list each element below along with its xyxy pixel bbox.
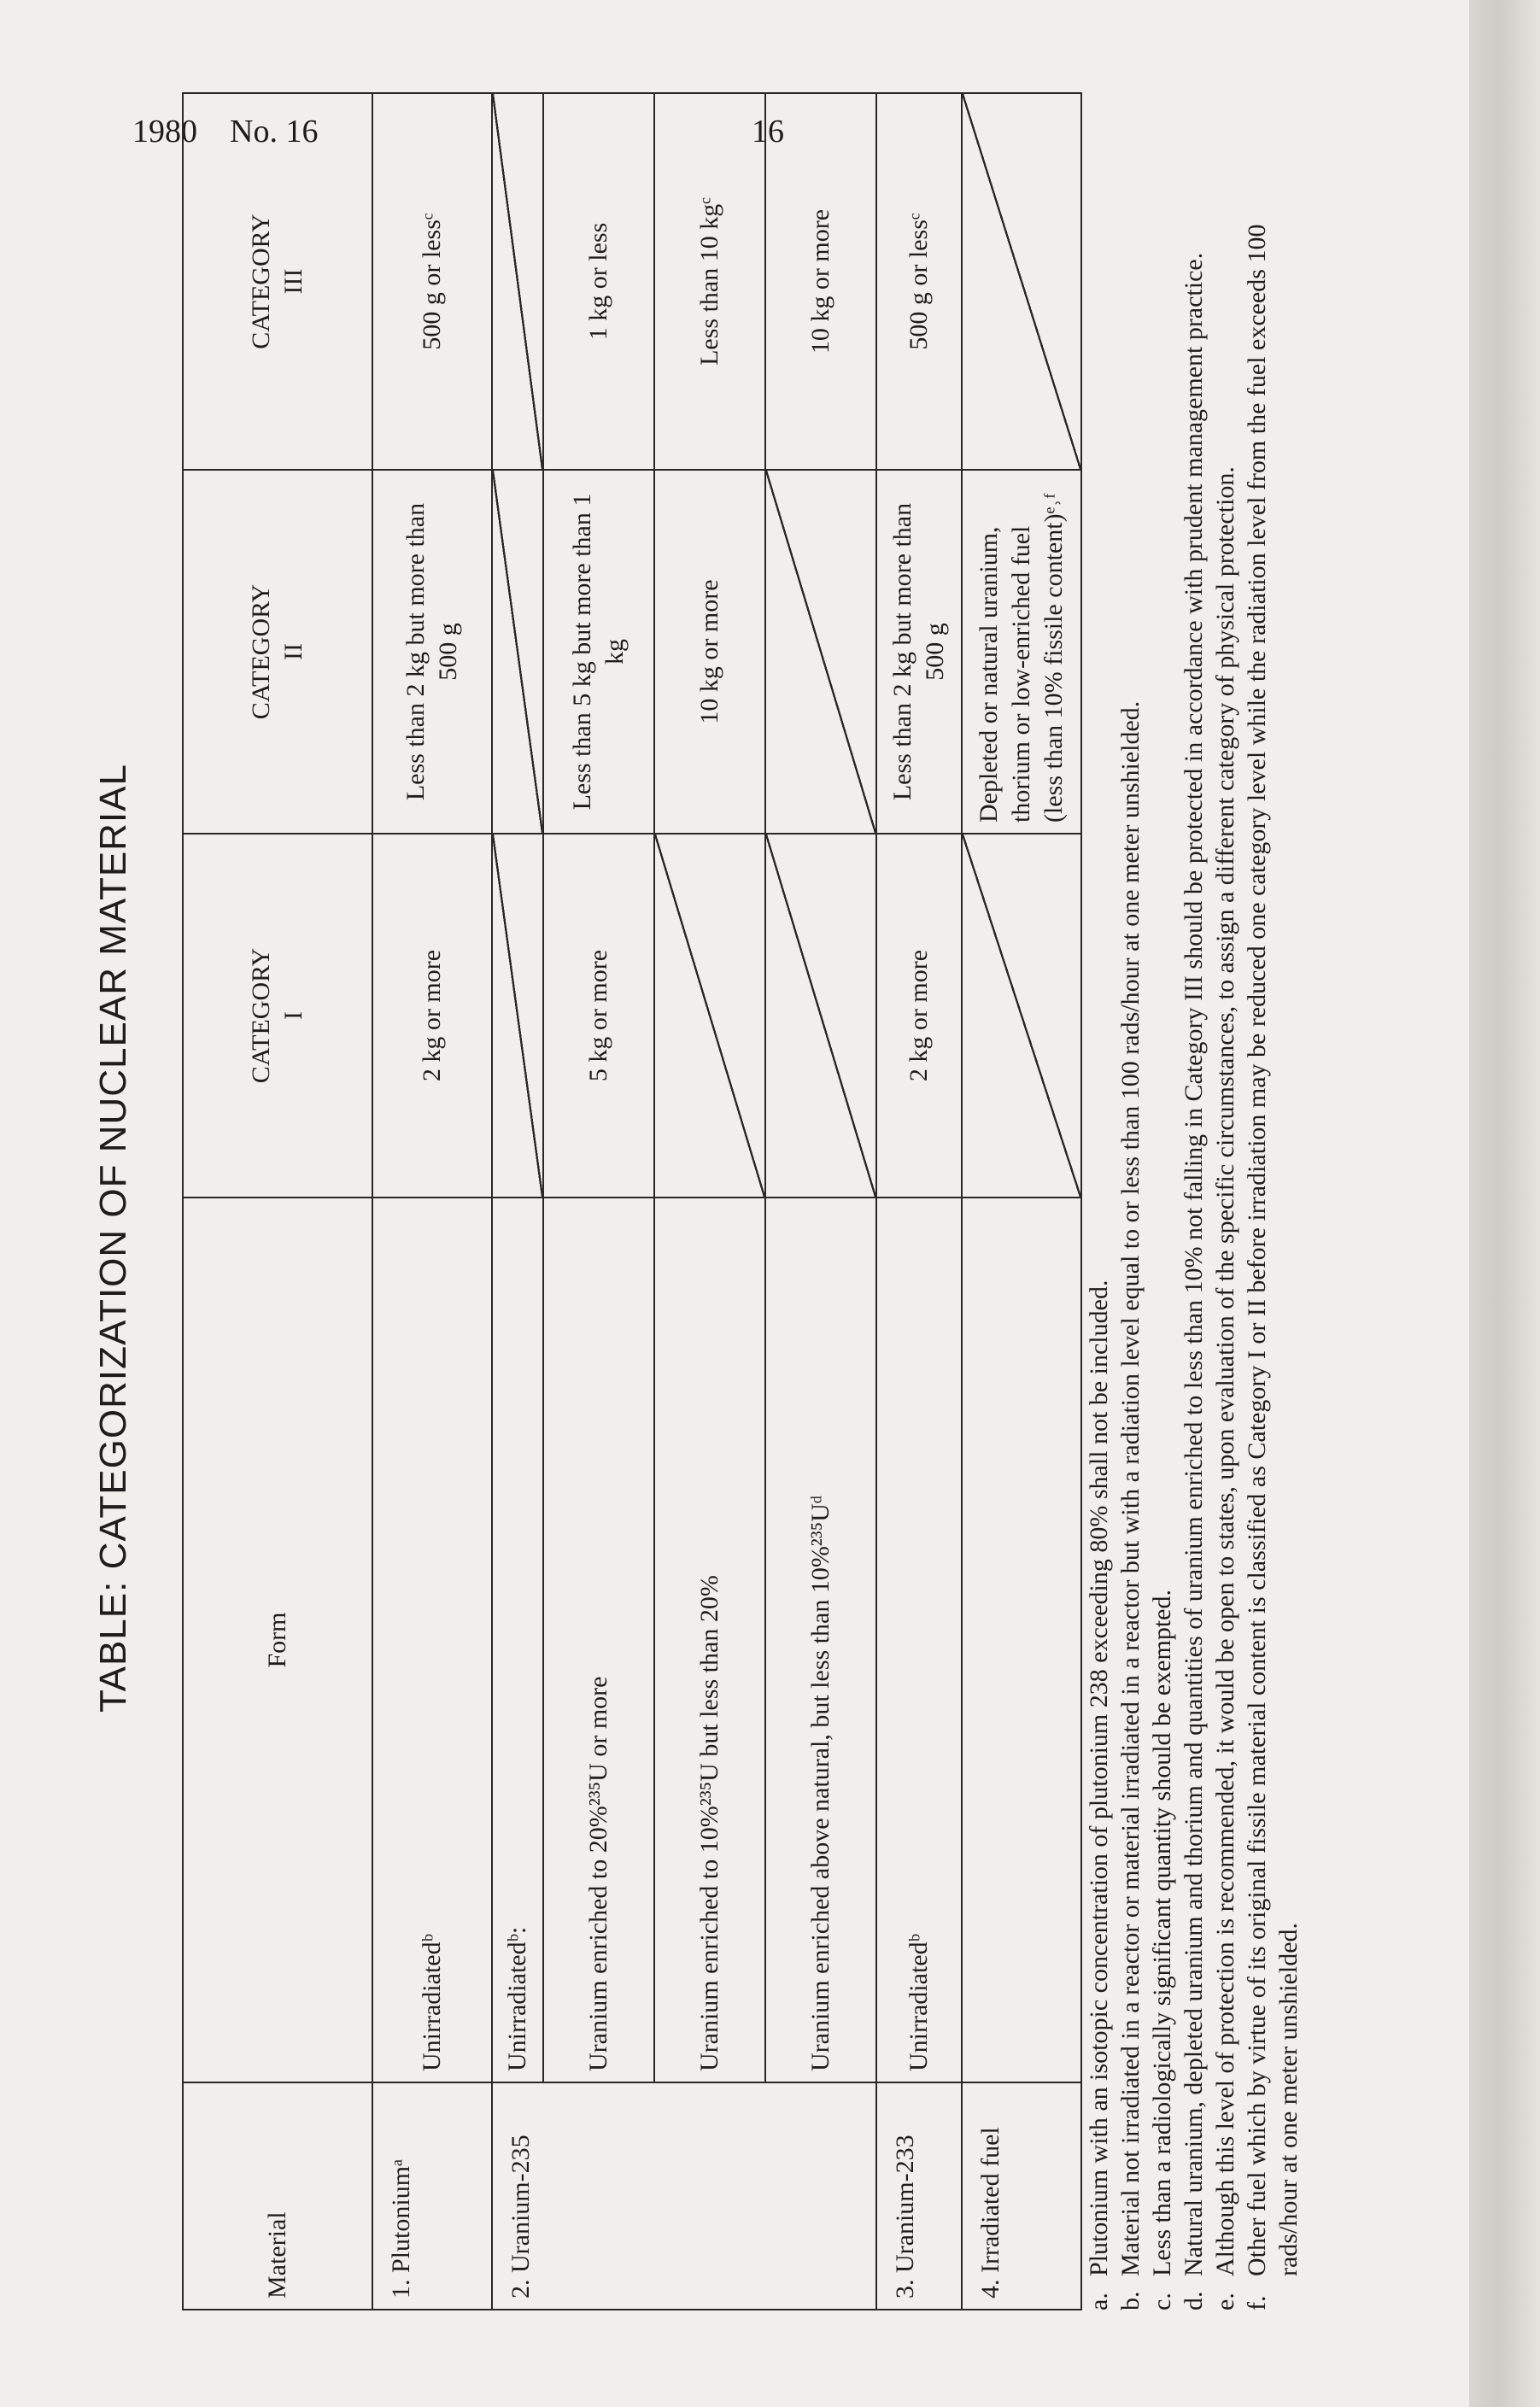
diagonal-slash-cell <box>765 470 876 834</box>
header-year-number: 1980 No. 16 <box>132 114 319 149</box>
diagonal-slash-cell <box>492 93 543 470</box>
table-row <box>543 93 654 2310</box>
footnote-letter: d. <box>1180 2291 1208 2310</box>
cell-category-1: 2 kg or more <box>372 834 492 1198</box>
diagonal-slash-cell <box>492 834 543 1198</box>
footnote-letter: b. <box>1116 2291 1145 2310</box>
categorization-table <box>182 92 1082 2310</box>
footnote-text: Material not irradiated in a reactor or material irradiated in a reactor but with a radiation level equal to or less than 100 rads/hour at one meter unshielded. <box>1116 700 1145 2276</box>
table-row <box>962 93 1081 2310</box>
cell-form: Uranium enriched to 10%²³⁵U but less than 20% <box>654 1198 765 2082</box>
cell-category-3: 500 g or lessᶜ <box>876 93 962 470</box>
footnote-text: Less than a radiologically significant quantity should be exempted. <box>1148 1590 1176 2276</box>
diagonal-slash-cell <box>962 93 1081 470</box>
footnote <box>1146 205 1178 2310</box>
table-row <box>372 93 492 2310</box>
cell-category-2: Depleted or natural uranium, thorium or low-enriched fuel (less than 10% fissile content)ᵉ˒ᶠ <box>962 470 1081 834</box>
footnote-letter: c. <box>1148 2293 1176 2310</box>
footnote-text: Natural uranium, depleted uranium and thorium and quantities of uranium enriched to less than 10% not falling in Category III should be protected in accordance with prudent management practice. <box>1180 252 1208 2276</box>
table-row <box>492 93 543 2310</box>
cell-material: 2. Uranium-235 <box>492 2082 876 2310</box>
cell-category-1: 2 kg or more <box>876 834 962 1198</box>
diagonal-slash-cell <box>654 834 765 1198</box>
cell-form: Unirradiatedᵇ <box>876 1198 962 2082</box>
cell-category-3: 10 kg or more <box>765 93 876 470</box>
cell-form: Uranium enriched to 20%²³⁵U or more <box>543 1198 654 2082</box>
diagonal-slash-cell <box>765 834 876 1198</box>
cell-category-3: 1 kg or less <box>543 93 654 470</box>
footnote-text: Although this level of protection is recommended, it would be open to states, upon evaluation of the specific circumstances, to assign a different category of physical protection. <box>1211 466 1239 2276</box>
diagonal-slash-cell <box>962 834 1081 1198</box>
cell-category-2: Less than 2 kg but more than 500 g <box>876 470 962 834</box>
footnote <box>1241 205 1304 2310</box>
footnote <box>1209 205 1241 2310</box>
table-title: TABLE: CATEGORIZATION OF NUCLEAR MATERIAL <box>92 764 134 1713</box>
footnote-letter: f. <box>1243 2295 1271 2310</box>
header-category-3: CATEGORY III <box>183 93 372 470</box>
footnote-text: Other fuel which by virtue of its original fissile material content is classified as Category I or II before irradiation may be reduced one category level while the radiation level from the fuel exceeds 100 rads/hour at one meter unshielded. <box>1243 224 1303 2276</box>
footnote-text: Plutonium with an isotopic concentration of plutonium 238 exceeding 80% shall not be included. <box>1085 1280 1113 2276</box>
table-header-row <box>183 93 372 2310</box>
table-row <box>876 93 962 2310</box>
cell-form: Uranium enriched above natural, but less than 10%²³⁵Uᵈ <box>765 1198 876 2082</box>
cell-category-2: 10 kg or more <box>654 470 765 834</box>
page-number: 16 <box>752 114 784 149</box>
cell-form: Unirradiatedᵇ <box>372 1198 492 2082</box>
cell-category-1: 5 kg or more <box>543 834 654 1198</box>
rotated-table-block <box>92 197 1303 2310</box>
footnote <box>1115 205 1146 2310</box>
cell-form: Unirradiatedᵇ: <box>492 1198 543 2082</box>
header-form: Form <box>183 1198 372 2082</box>
cell-material: 3. Uranium-233 <box>876 2082 962 2310</box>
header-category-2: CATEGORY II <box>183 470 372 834</box>
cell-material: 4. Irradiated fuel <box>962 2082 1081 2310</box>
cell-category-2: Less than 2 kg but more than 500 g <box>372 470 492 834</box>
table-row <box>765 93 876 2310</box>
diagonal-slash-cell <box>492 470 543 834</box>
cell-category-3: 500 g or lessᶜ <box>372 93 492 470</box>
table-row <box>654 93 765 2310</box>
page-edge-shadow <box>1469 0 1540 2407</box>
cell-form <box>962 1198 1081 2082</box>
footnote-letter: e. <box>1211 2293 1239 2310</box>
header-category-1: CATEGORY I <box>183 834 372 1198</box>
footnote <box>1178 205 1209 2310</box>
footnote-letter: a. <box>1085 2293 1113 2310</box>
header-material: Material <box>183 2082 372 2310</box>
footnote <box>1083 205 1115 2310</box>
footnotes <box>1083 205 1304 2310</box>
cell-material: 1. Plutoniumᵃ <box>372 2082 492 2310</box>
cell-category-2: Less than 5 kg but more than 1 kg <box>543 470 654 834</box>
cell-category-3: Less than 10 kgᶜ <box>654 93 765 470</box>
